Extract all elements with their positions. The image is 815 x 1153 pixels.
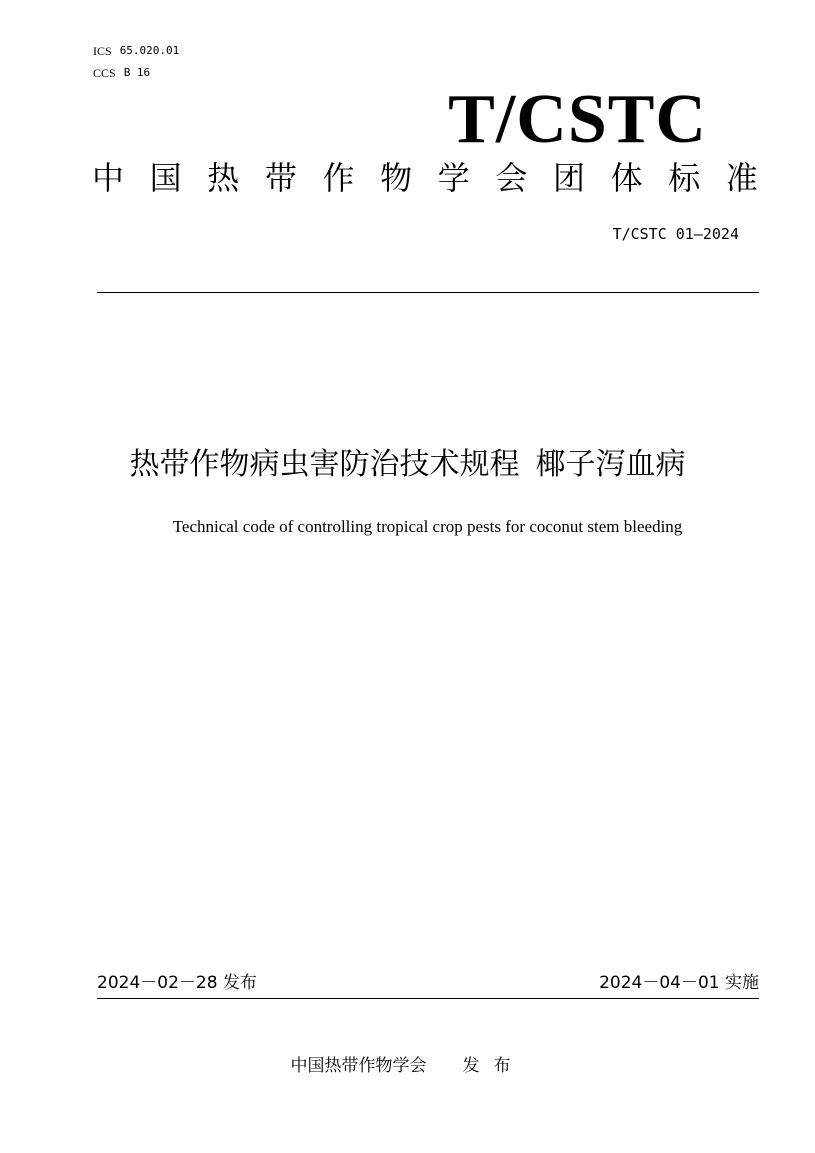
org-title-char: 准 [725, 159, 758, 197]
org-title-char: 作 [322, 159, 355, 197]
ics-label: ICS [93, 44, 112, 58]
org-title-char: 体 [610, 159, 643, 197]
title-cn-sub: 椰子泻血病 [535, 447, 686, 482]
standard-number: T/CSTC 01—2024 [612, 225, 739, 243]
publisher-action: 发布 [462, 1056, 525, 1076]
org-title-char: 团 [553, 159, 586, 197]
ccs-label: CCS [93, 66, 116, 80]
org-title-char: 会 [495, 159, 528, 197]
org-title-char: 物 [380, 159, 413, 197]
document-title-cn [0, 440, 815, 490]
ics-value: 65.020.01 [119, 44, 180, 57]
org-title-char: 带 [264, 159, 297, 197]
title-cn-main: 热带作物病虫害防治技术规程 [129, 447, 520, 482]
date-row [97, 970, 759, 996]
org-title [92, 156, 758, 200]
standard-logo: T/CSTC [448, 81, 707, 158]
ccs-value: B 16 [123, 66, 151, 79]
publisher-line [0, 1052, 815, 1080]
org-title-char: 国 [149, 159, 182, 197]
implementation-date: 2024－04－01 实施 [599, 973, 759, 993]
classification-block [93, 40, 179, 84]
ccs-row [93, 62, 179, 84]
org-title-char: 中 [92, 159, 125, 197]
publisher-name: 中国热带作物学会 [290, 1056, 427, 1076]
org-title-char: 热 [207, 159, 240, 197]
issue-date: 2024－02－28 发布 [97, 973, 257, 993]
top-divider [97, 292, 759, 293]
document-title-en: Technical code of controlling tropical crop pests for coconut stem bleeding [172, 517, 683, 536]
bottom-divider [97, 998, 759, 999]
org-title-char: 学 [437, 159, 470, 197]
ics-row [93, 40, 179, 62]
org-title-char: 标 [668, 159, 701, 197]
